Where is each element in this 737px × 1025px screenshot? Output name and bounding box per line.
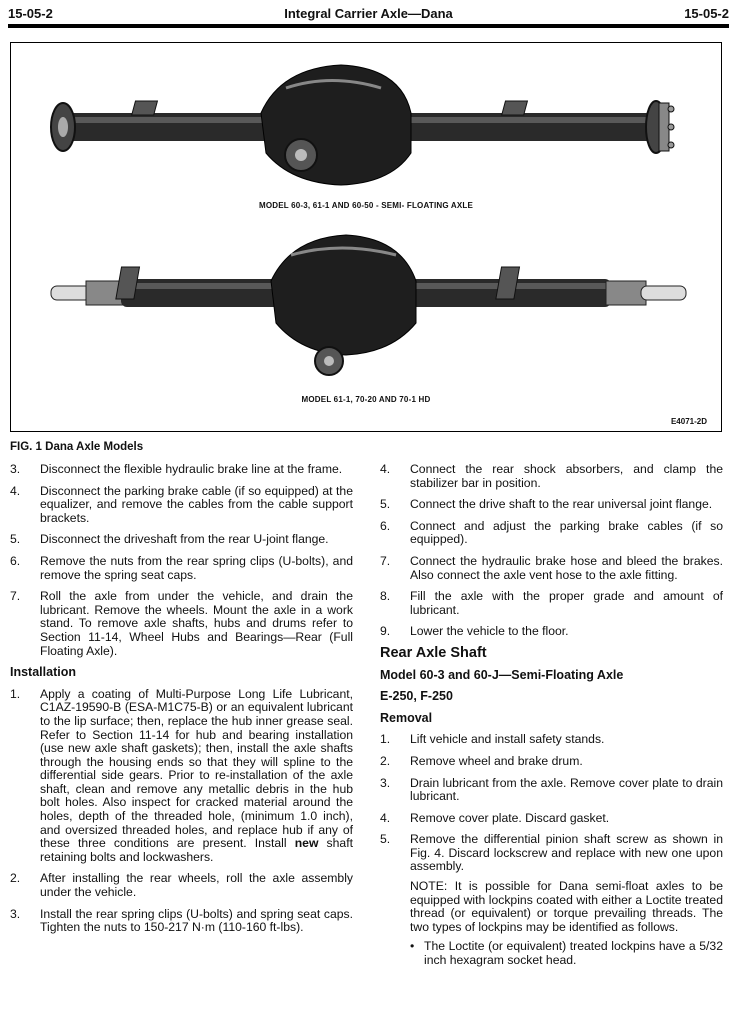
list-item: 8. Fill the axle with the proper grade and amount of lubricant. — [380, 589, 723, 617]
figure-caption-top: MODEL 60-3, 61-1 AND 60-50 - SEMI- FLOATING AXLE — [258, 201, 474, 210]
list-item: 2. After installing the rear wheels, roll the axle assembly under the vehicle. — [10, 871, 353, 900]
list-item: 4. Remove cover plate. Discard gasket. — [380, 810, 610, 825]
removal-heading: Removal — [380, 710, 433, 725]
bullet-item: • The Loctite (or equivalent) treated lockpins have a 5/32 inch hexagram socket head. — [410, 939, 723, 968]
list-item: 9. Lower the vehicle to the floor. — [380, 624, 569, 639]
page-number-right: 15-05-2 — [684, 6, 729, 21]
figure-frame — [10, 42, 722, 432]
full-floating-axle-drawing — [51, 235, 686, 375]
list-item: 7. Connect the hydraulic brake hose and bleed the brakes. Also connect the axle vent hose to the axle fitting. — [380, 553, 723, 582]
page-header — [8, 4, 729, 24]
section-heading: Rear Axle Shaft — [380, 644, 487, 661]
removal-steps-continued — [10, 463, 353, 658]
right-column — [380, 463, 723, 968]
model-heading: Model 60-3 and 60-J—Semi-Floating Axle — [380, 667, 624, 682]
left-column — [10, 463, 353, 943]
installation-steps-continued — [380, 463, 723, 639]
semi-floating-axle-drawing — [51, 65, 674, 185]
figure-caption-bottom: MODEL 61-1, 70-20 AND 70-1 HD — [301, 395, 431, 404]
bullet-dot-icon: • — [410, 939, 415, 954]
list-item: 2. Remove wheel and brake drum. — [380, 753, 583, 768]
list-item: 4. Disconnect the parking brake cable (if so equipped) at the equalizer, and remove the cables from the cable support brackets. — [10, 483, 353, 525]
vehicle-heading: E-250, F-250 — [380, 689, 453, 704]
page-number-left: 15-05-2 — [8, 6, 53, 21]
list-item: 4. Connect the rear shock absorbers, and clamp the stabilizer bar in position. — [380, 462, 723, 490]
axle-illustrations — [11, 43, 723, 433]
list-item: 5. Disconnect the driveshaft from the rear U-joint flange. — [10, 532, 329, 547]
installation-heading: Installation — [10, 665, 76, 680]
list-item: 3. Install the rear spring clips (U-bolts) and spring seat caps. Tighten the nuts to 150-217 N·m (110-160 ft-lbs). — [10, 906, 353, 935]
list-item: 3. Drain lubricant from the axle. Remove cover plate to drain lubricant. — [380, 775, 723, 804]
list-item: 1. Apply a coating of Multi-Purpose Long Life Lubricant, C1AZ-19590-B (ESA-M1C75-B) or an equivalent lubricant to the lip surface; then, replace the hub inner grease seal. Refer to Section 11-14 for hub and bearing installation (use new axle shaft gaskets); then, install the axle shafts through the housing ends so that they will spline to the differential side gears. Prior to re-installation of the axle shaft, clean and remove any metallic debris in the hub bolt holes. Also inspect for cracked material around the holes, depth of the threaded hole, (minimum 1.0 inch), and oversized threaded holes, and replace hub if any of these three conditions are present. Install new shaft retaining bolts and lockwashers. — [10, 686, 353, 864]
figure-id: E4071-2D — [670, 417, 707, 426]
list-item: 5. Connect the drive shaft to the rear universal joint flange. — [380, 497, 713, 512]
list-item: 6. Connect and adjust the parking brake cables (if so equipped). — [380, 518, 723, 547]
list-item: 6. Remove the nuts from the rear spring clips (U-bolts), and remove the spring seat caps. — [10, 553, 353, 582]
list-item: 3. Disconnect the flexible hydraulic brake line at the frame. — [10, 462, 343, 476]
lockpin-note: NOTE: It is possible for Dana semi-float axles to be equipped with lockpins coated with either a Loctite treated thread (or equivalent) or torque prevailing threads. The two types of lockpins may be identified as follows. — [410, 879, 723, 934]
list-item: 7. Roll the axle from under the vehicle, and drain the lubricant. Remove the wheels. Mount the axle in a work stand. To remove axle shafts, hubs and drums refer to Section 11-14, Wheel Hubs and Bearings—Rear (Full Floating Axle). — [10, 589, 353, 658]
list-item: 5. Remove the differential pinion shaft screw as shown in Fig. 4. Discard lockscrew and replace with new one upon assembly. — [380, 832, 723, 874]
installation-steps — [10, 688, 353, 935]
header-rule — [8, 24, 729, 28]
removal-steps — [380, 733, 723, 874]
page-title: Integral Carrier Axle—Dana — [284, 6, 453, 21]
list-item: 1. Lift vehicle and install safety stands. — [380, 732, 605, 747]
figure-title: FIG. 1 Dana Axle Models — [10, 441, 144, 453]
